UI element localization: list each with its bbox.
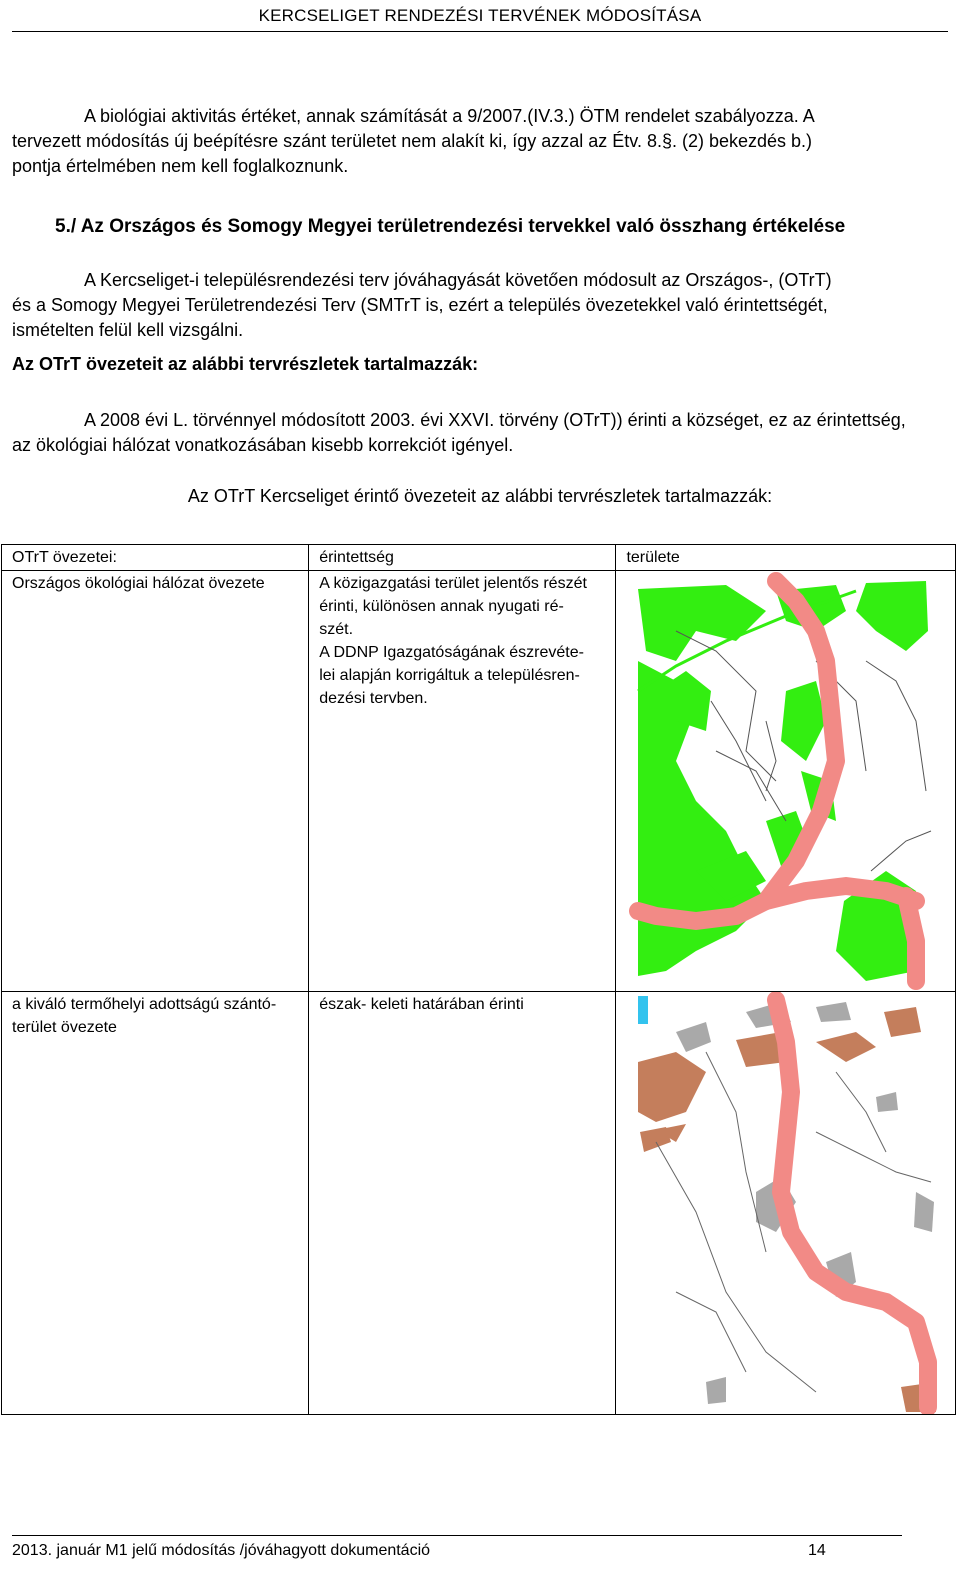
effect-cell: észak- keleti határában érinti xyxy=(309,992,616,1415)
column-header-effect: érintettség xyxy=(309,545,616,571)
page-number: 14 xyxy=(808,1542,826,1559)
effect-line: A közigazgatási terület jelentős részét xyxy=(319,575,587,592)
paragraph-plan-modification xyxy=(12,268,948,343)
paragraph-line: pontja értelmében nem kell foglalkoznunk. xyxy=(12,156,349,176)
zone-name-line: terület övezete xyxy=(12,1019,117,1036)
arable-zone-map-cell xyxy=(616,992,956,1415)
paragraph-line: A 2008 évi L. törvénnyel módosított 2003. évi XXVI. törvény (OTrT)) érinti a községet, ez az érintettség, xyxy=(84,410,906,430)
paragraph-biological-activity xyxy=(12,104,948,179)
running-header: KERCSELIGET RENDEZÉSI TERVÉNEK MÓDOSÍTÁSA xyxy=(258,6,702,25)
table-row xyxy=(2,992,956,1415)
header-rule xyxy=(12,31,948,32)
column-header-zones: OTrT övezetei: xyxy=(2,545,309,571)
paragraph-line: A biológiai aktivitás értéket, annak számítását a 9/2007.(IV.3.) ÖTM rendelet szabályozza. A xyxy=(84,106,815,126)
footer-text: 2013. január M1 jelű módosítás /jóváhagyott dokumentáció xyxy=(12,1542,431,1559)
effect-line: szét. xyxy=(319,621,354,638)
ecological-network-map xyxy=(616,571,938,991)
table-header-row xyxy=(2,545,956,571)
otrt-zones-table xyxy=(1,544,956,1415)
effect-line: dezési tervben. xyxy=(319,690,428,707)
paragraph-line: A Kercseliget-i településrendezési terv jóváhagyását követően módosult az Országos-, (OTrT) xyxy=(84,270,832,290)
ecological-network-map-cell xyxy=(616,571,956,992)
zone-name-cell xyxy=(2,992,309,1415)
paragraph-line: ismételten felül kell vizsgálni. xyxy=(12,320,244,340)
effect-line: A DDNP Igazgatóságának észrevéte- xyxy=(319,644,584,661)
section-heading: 5./ Az Országos és Somogy Megyei területrendezési tervekkel való összhang értékelése xyxy=(55,216,846,237)
effect-line: lei alapján korrigáltuk a településren- xyxy=(319,667,580,684)
column-header-area: területe xyxy=(616,545,956,571)
effect-line: érinti, különösen annak nyugati ré- xyxy=(319,598,564,615)
footer-rule xyxy=(12,1535,902,1536)
zone-name-cell: Országos ökológiai hálózat övezete xyxy=(2,571,309,992)
paragraph-line: és a Somogy Megyei Területrendezési Terv (SMTrT is, ezért a település övezetekkel való érintettségét, xyxy=(12,295,828,315)
arable-zone-map xyxy=(616,992,938,1414)
effect-cell xyxy=(309,571,616,992)
subheading: Az OTrT övezeteit az alábbi tervrészletek tartalmazzák: xyxy=(12,354,479,374)
zone-name-line: a kiváló termőhelyi adottságú szántó- xyxy=(12,996,277,1013)
table-row xyxy=(2,571,956,992)
paragraph-line: az ökológiai hálózat vonatkozásában kisebb korrekciót igényel. xyxy=(12,435,514,455)
table-caption: Az OTrT Kercseliget érintő övezeteit az alábbi tervrészletek tartalmazzák: xyxy=(187,486,773,506)
paragraph-line: tervezett módosítás új beépítésre szánt területet nem alakít ki, így azzal az Étv. 8.§. (2) bekezdés b.) xyxy=(12,131,813,151)
water-area xyxy=(638,996,648,1024)
paragraph-otrt-law xyxy=(12,408,948,458)
